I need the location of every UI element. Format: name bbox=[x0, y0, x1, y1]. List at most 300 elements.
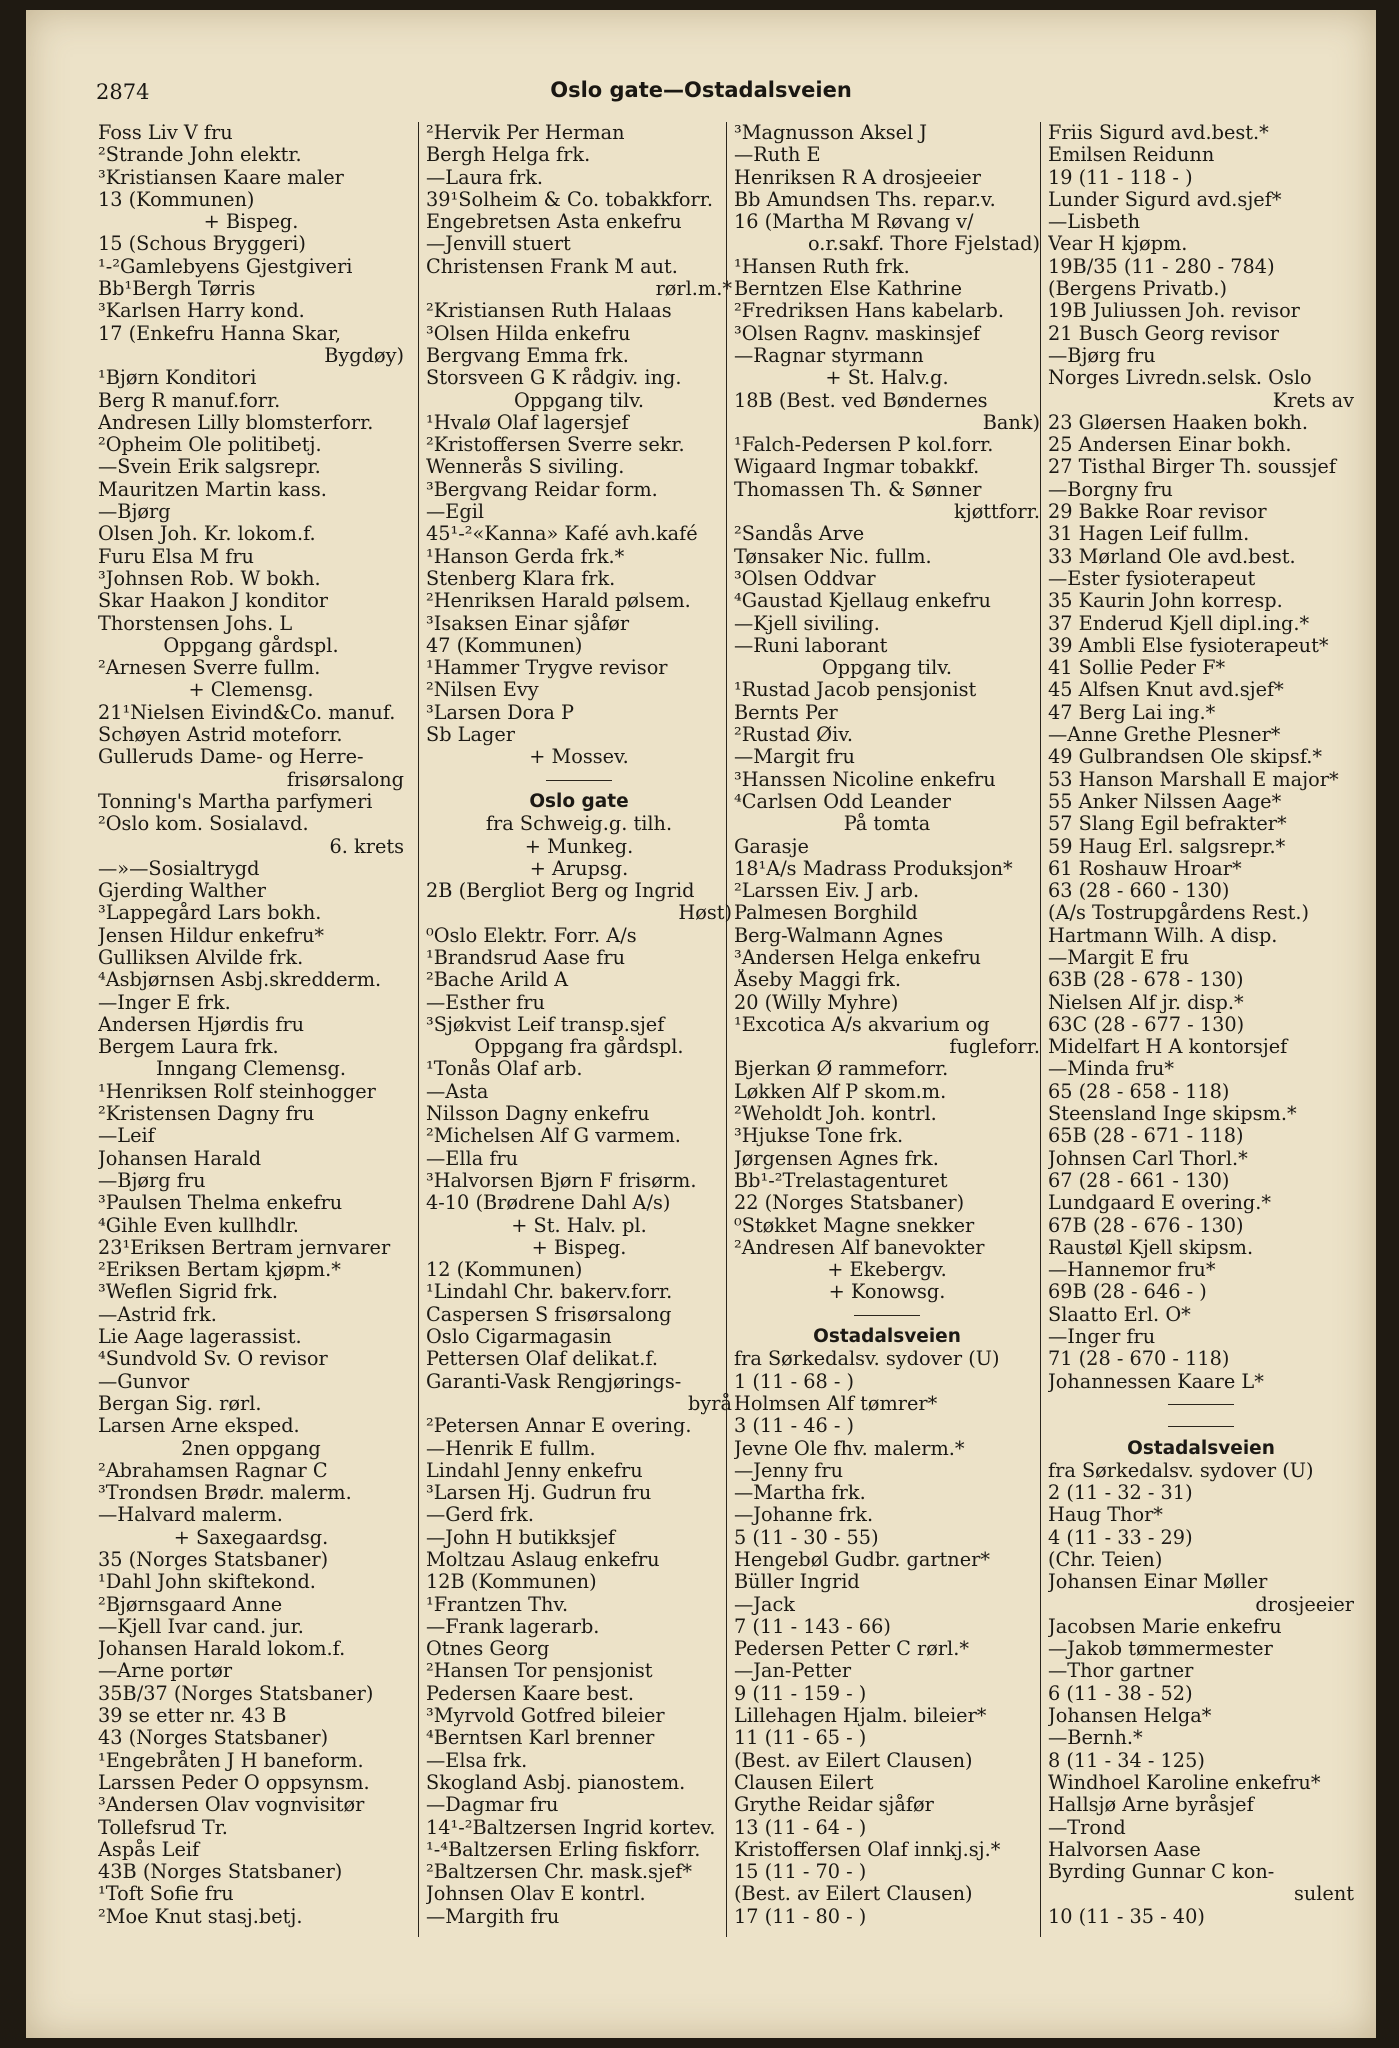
directory-line: 49 Gulbrandsen Ole skipsf.* bbox=[1048, 746, 1323, 769]
directory-line: —Lisbeth bbox=[1048, 211, 1141, 234]
directory-line: Åseby Maggi frk. bbox=[734, 969, 901, 992]
directory-line: —Bjørg fru bbox=[1048, 344, 1156, 367]
directory-line: 3 (11 - 46 - ) bbox=[734, 1415, 855, 1438]
directory-line: Wennerås S siviling. bbox=[426, 456, 625, 479]
directory-line: Høst) bbox=[678, 902, 732, 925]
directory-line: Lillehagen Hjalm. bileier* bbox=[734, 1705, 987, 1728]
directory-line: Henriksen R A drosjeeier bbox=[734, 166, 981, 189]
directory-line: Slaatto Erl. O* bbox=[1048, 1303, 1191, 1326]
directory-line: ³Olsen Ragnv. maskinsjef bbox=[734, 322, 980, 345]
directory-line: 19B Juliussen Joh. revisor bbox=[1048, 300, 1300, 323]
directory-line: Pedersen Petter C rørl.* bbox=[734, 1638, 969, 1661]
directory-line: 5 (11 - 30 - 55) bbox=[734, 1526, 879, 1549]
directory-line: ⁴Berntsen Karl brenner bbox=[426, 1727, 655, 1750]
directory-line: ²Larssen Eiv. J arb. bbox=[734, 880, 920, 903]
directory-line: Bergan Sig. rørl. bbox=[98, 1392, 262, 1415]
directory-line: 15 (Schous Bryggeri) bbox=[98, 233, 306, 256]
directory-line: ³Weflen Sigrid frk. bbox=[98, 1281, 278, 1304]
directory-line: 43 (Norges Statsbaner) bbox=[98, 1727, 329, 1750]
directory-line: Clausen Eilert bbox=[734, 1771, 874, 1794]
directory-line: Vear H kjøpm. bbox=[1048, 233, 1188, 256]
directory-line: Johnsen Carl Thorl.* bbox=[1048, 1147, 1248, 1170]
directory-line: —Thor gartner bbox=[1048, 1660, 1194, 1683]
directory-line: ³Bergvang Reidar form. bbox=[426, 478, 658, 501]
directory-line: 17 (11 - 80 - ) bbox=[734, 1905, 867, 1928]
directory-line: —Bjørg bbox=[98, 501, 171, 524]
directory-line: Engebretsen Asta enkefru bbox=[426, 211, 682, 234]
directory-line: —Laura frk. bbox=[426, 166, 544, 189]
directory-line: Andresen Lilly blomsterforr. bbox=[98, 411, 374, 434]
directory-line: —Jenvill stuert bbox=[426, 233, 571, 256]
directory-line: —Inger fru bbox=[1048, 1326, 1156, 1349]
column-divider bbox=[1040, 122, 1041, 1937]
directory-line: Midelfart H A kontorsjef bbox=[1048, 1036, 1288, 1059]
directory-line: ²Kristensen Dagny fru bbox=[98, 1103, 315, 1126]
directory-line: ³Trondsen Brødr. malerm. bbox=[98, 1482, 352, 1505]
directory-line: 47 Berg Lai ing.* bbox=[1048, 701, 1216, 724]
directory-line: Holmsen Alf tømrer* bbox=[734, 1392, 938, 1415]
directory-line: 37 Enderud Kjell dipl.ing.* bbox=[1048, 612, 1310, 635]
directory-line: ⁰Oslo Elektr. Forr. A/s bbox=[426, 924, 637, 947]
directory-line: ¹-⁴Baltzersen Erling fiskforr. bbox=[426, 1838, 701, 1861]
directory-line: —Ella fru bbox=[426, 1147, 519, 1170]
directory-line: Nielsen Alf jr. disp.* bbox=[1048, 991, 1244, 1014]
directory-line: Lunder Sigurd avd.sjef* bbox=[1048, 188, 1282, 211]
directory-line: Bygdøy) bbox=[324, 344, 404, 367]
directory-line: ²Michelsen Alf G varmem. bbox=[426, 1125, 681, 1148]
directory-line: Nilsson Dagny enkefru bbox=[426, 1103, 650, 1126]
directory-line: + Munkeg. bbox=[524, 835, 634, 858]
directory-line: 22 (Norges Statsbaner) bbox=[734, 1192, 965, 1215]
directory-line: + Bispeg. bbox=[203, 211, 299, 234]
directory-line: 63B (28 - 678 - 130) bbox=[1048, 969, 1244, 992]
directory-line: —Jan-Petter bbox=[734, 1660, 852, 1683]
directory-line: Johansen Harald bbox=[98, 1147, 262, 1170]
section-rule bbox=[734, 1304, 1040, 1326]
directory-line: 33 Mørland Ole avd.best. bbox=[1048, 545, 1296, 568]
directory-line: drosjeeier bbox=[1255, 1593, 1354, 1616]
directory-line: + St. Halv. pl. bbox=[511, 1214, 647, 1237]
directory-line: Jacobsen Marie enkefru bbox=[1048, 1615, 1282, 1638]
section-heading: Oslo gate bbox=[529, 790, 629, 812]
directory-line: ²Kristoffersen Sverre sekr. bbox=[426, 434, 685, 457]
directory-line: ³Karlsen Harry kond. bbox=[98, 300, 305, 323]
directory-line: ³Johnsen Rob. W bokh. bbox=[98, 567, 321, 590]
directory-line: ³Sjøkvist Leif transp.sjef bbox=[426, 1013, 665, 1036]
directory-line: —Asta bbox=[426, 1080, 489, 1103]
directory-line: Garanti-Vask Rengjørings- bbox=[426, 1370, 682, 1393]
directory-line: Bb¹-²Trelastagenturet bbox=[734, 1169, 948, 1192]
directory-line: 45¹-²«Kanna» Kafé avh.kafé bbox=[426, 523, 698, 546]
directory-line: 11 (11 - 65 - ) bbox=[734, 1727, 867, 1750]
column-3 bbox=[734, 122, 1040, 1928]
directory-line: Caspersen S frisørsalong bbox=[426, 1303, 672, 1326]
directory-line: 53 Hanson Marshall E major* bbox=[1048, 768, 1339, 791]
directory-line: 6. krets bbox=[329, 835, 404, 858]
directory-line: —Henrik E fullm. bbox=[426, 1437, 596, 1460]
directory-line: Kristoffersen Olaf innkj.sj.* bbox=[734, 1838, 1001, 1861]
directory-line: ¹Hansen Ruth frk. bbox=[734, 255, 910, 278]
directory-line: 61 Roshauw Hroar* bbox=[1048, 857, 1242, 880]
directory-line: sulent bbox=[1293, 1883, 1354, 1906]
directory-line: ³Hjukse Tone frk. bbox=[734, 1125, 904, 1148]
directory-line: 71 (28 - 670 - 118) bbox=[1048, 1348, 1230, 1371]
directory-line: —Trond bbox=[1048, 1816, 1126, 1839]
directory-line: ²Arnesen Sverre fullm. bbox=[98, 657, 321, 680]
directory-line: 23 Gløersen Haaken bokh. bbox=[1048, 411, 1308, 434]
directory-line: Bjerkan Ø rammeforr. bbox=[734, 1058, 949, 1081]
directory-line: —Halvard malerm. bbox=[98, 1504, 283, 1527]
directory-line: ³Olsen Oddvar bbox=[734, 567, 876, 590]
directory-line: —Runi laborant bbox=[734, 634, 888, 657]
directory-line: ¹Toft Sofie fru bbox=[98, 1883, 234, 1906]
directory-line: 63 (28 - 660 - 130) bbox=[1048, 880, 1230, 903]
directory-line: Schøyen Astrid moteforr. bbox=[98, 724, 343, 747]
directory-line: Thorstensen Johs. L bbox=[98, 612, 293, 635]
directory-line: ²Bache Arild A bbox=[426, 969, 569, 992]
directory-line: —Gerd frk. bbox=[426, 1504, 534, 1527]
directory-line: 41 Sollie Peder F* bbox=[1048, 657, 1226, 680]
directory-line: —Leif bbox=[98, 1125, 155, 1148]
directory-line: ²Petersen Annar E overing. bbox=[426, 1415, 692, 1438]
directory-line: Berg R manuf.forr. bbox=[98, 389, 281, 412]
directory-line: 23¹Eriksen Bertram jernvarer bbox=[98, 1236, 391, 1259]
directory-line: Windhoel Karoline enkefru* bbox=[1048, 1771, 1321, 1794]
directory-line: Johnsen Olav E kontrl. bbox=[426, 1883, 646, 1906]
directory-line: ¹Henriksen Rolf steinhogger bbox=[98, 1080, 376, 1103]
directory-line: ³Magnusson Aksel J bbox=[734, 122, 928, 144]
directory-line: —Martha frk. bbox=[734, 1482, 866, 1505]
section-rule bbox=[1048, 1415, 1354, 1437]
directory-line: ¹Brandsrud Aase fru bbox=[426, 946, 625, 969]
directory-line: ¹Falch-Pedersen P kol.forr. bbox=[734, 434, 994, 457]
directory-line: 29 Bakke Roar revisor bbox=[1048, 501, 1267, 524]
directory-line: 8 (11 - 34 - 125) bbox=[1048, 1749, 1205, 1772]
directory-line: —Margith fru bbox=[426, 1905, 560, 1928]
directory-line: 63C (28 - 677 - 130) bbox=[1048, 1013, 1245, 1036]
directory-line: —Esther fru bbox=[426, 991, 545, 1014]
directory-line: 2 (11 - 32 - 31) bbox=[1048, 1482, 1193, 1505]
directory-line: Bernts Per bbox=[734, 701, 838, 724]
directory-line: ²Henriksen Harald pølsem. bbox=[426, 590, 691, 613]
directory-line: Wigaard Ingmar tobakkf. bbox=[734, 456, 980, 479]
directory-line: —Arne portør bbox=[98, 1660, 233, 1683]
directory-line: Bergem Laura frk. bbox=[98, 1036, 279, 1059]
directory-line: 18B (Best. ved Bøndernes bbox=[734, 389, 988, 412]
directory-line: fra Schweig.g. tilh. bbox=[485, 813, 673, 836]
directory-line: Hallsjø Arne byråsjef bbox=[1048, 1794, 1254, 1817]
directory-line: 39 se etter nr. 43 B bbox=[98, 1705, 287, 1728]
directory-line: ³Larsen Hj. Gudrun fru bbox=[426, 1482, 652, 1505]
directory-line: Garasje bbox=[734, 835, 809, 858]
directory-line: 16 (Martha M Røvang v/ bbox=[734, 211, 974, 234]
directory-line: (Bergens Privatb.) bbox=[1048, 278, 1228, 301]
directory-line: Steensland Inge skipsm.* bbox=[1048, 1103, 1297, 1126]
directory-line: —Ragnar styrmann bbox=[734, 344, 924, 367]
directory-line: 2nen oppgang bbox=[181, 1437, 321, 1460]
directory-line: o.r.sakf. Thore Fjelstad) bbox=[808, 233, 1040, 256]
directory-line: —Kjell siviling. bbox=[734, 612, 880, 635]
directory-line: ³Olsen Hilda enkefru bbox=[426, 322, 631, 345]
directory-line: Moltzau Aslaug enkefru bbox=[426, 1549, 660, 1571]
directory-line: Furu Elsa M fru bbox=[98, 545, 254, 568]
directory-line: 20 (Willy Myhre) bbox=[734, 991, 899, 1014]
directory-line: ³Isaksen Einar sjåfør bbox=[426, 612, 630, 635]
directory-line: fugleforr. bbox=[949, 1036, 1040, 1059]
directory-line: —Inger E frk. bbox=[98, 991, 231, 1014]
directory-line: Gulliksen Alvilde frk. bbox=[98, 946, 304, 969]
directory-line: ¹Hvalø Olaf lagersjef bbox=[426, 411, 629, 434]
directory-line: Bergh Helga frk. bbox=[426, 144, 591, 167]
directory-line: Stenberg Klara frk. bbox=[426, 567, 616, 590]
directory-line: Emilsen Reidunn bbox=[1048, 144, 1215, 167]
directory-line: ²Weholdt Joh. kontrl. bbox=[734, 1103, 937, 1126]
directory-line: 6 (11 - 38 - 52) bbox=[1048, 1682, 1193, 1705]
directory-line: Johansen Harald lokom.f. bbox=[98, 1638, 346, 1661]
column-2 bbox=[426, 122, 732, 1928]
directory-line: 17 (Enkefru Hanna Skar, bbox=[98, 322, 342, 345]
directory-line: ²Oslo kom. Sosialavd. bbox=[98, 813, 309, 836]
column-4 bbox=[1048, 122, 1354, 1928]
directory-line: fra Sørkedalsv. sydover (U) bbox=[1048, 1459, 1314, 1482]
directory-line: ³Andersen Olav vognvisitør bbox=[98, 1794, 365, 1817]
directory-line: 35 (Norges Statsbaner) bbox=[98, 1549, 329, 1571]
directory-line: 57 Slang Egil befrakter* bbox=[1048, 813, 1287, 836]
directory-line: Inngang Clemensg. bbox=[156, 1058, 346, 1081]
directory-line: ²Opheim Ole politibetj. bbox=[98, 434, 322, 457]
directory-line: Oppgang tilv. bbox=[513, 389, 645, 412]
directory-line: ²Bjørnsgaard Anne bbox=[98, 1593, 283, 1616]
directory-line: ²Fredriksen Hans kabelarb. bbox=[734, 300, 1005, 323]
directory-line: Bank) bbox=[982, 411, 1040, 434]
directory-line: + Ekebergv. bbox=[827, 1259, 947, 1282]
directory-line: ²Strande John elektr. bbox=[98, 144, 302, 167]
directory-line: 55 Anker Nilssen Aage* bbox=[1048, 790, 1282, 813]
directory-line: —Egil bbox=[426, 501, 485, 524]
directory-line: Bergvang Emma frk. bbox=[426, 344, 629, 367]
directory-line: 7 (11 - 143 - 66) bbox=[734, 1615, 891, 1638]
directory-line: —Margit fru bbox=[734, 746, 855, 769]
directory-line: Larsen Arne eksped. bbox=[98, 1415, 300, 1438]
section-heading: Ostadalsveien bbox=[813, 1326, 961, 1348]
directory-line: 45 Alfsen Knut avd.sjef* bbox=[1048, 679, 1284, 702]
directory-line: Bb Amundsen Ths. repar.v. bbox=[734, 188, 996, 211]
directory-line: ⁴Carlsen Odd Leander bbox=[734, 790, 951, 813]
directory-line: ²Kristiansen Ruth Halaas bbox=[426, 300, 672, 323]
directory-line: + St. Halv.g. bbox=[825, 367, 949, 390]
directory-line: fra Sørkedalsv. sydover (U) bbox=[734, 1348, 1000, 1371]
directory-line: —Gunvor bbox=[98, 1370, 190, 1393]
directory-line: —Ruth E bbox=[734, 144, 821, 167]
directory-line: 67 (28 - 661 - 130) bbox=[1048, 1169, 1230, 1192]
directory-line: —Jenny fru bbox=[734, 1459, 844, 1482]
directory-line: Jensen Hildur enkefru* bbox=[98, 924, 324, 947]
directory-line: Jevne Ole fhv. malerm.* bbox=[734, 1437, 965, 1460]
directory-line: 13 (Kommunen) bbox=[98, 188, 255, 211]
directory-line: Andersen Hjørdis fru bbox=[98, 1013, 305, 1036]
directory-line: ¹Lindahl Chr. bakerv.forr. bbox=[426, 1281, 673, 1304]
directory-line: 19B/35 (11 - 280 - 784) bbox=[1048, 255, 1275, 278]
directory-line: —Margit E fru bbox=[1048, 946, 1190, 969]
directory-line: Lindahl Jenny enkefru bbox=[426, 1459, 643, 1482]
directory-line: —Elsa frk. bbox=[426, 1749, 528, 1772]
directory-line: 43B (Norges Statsbaner) bbox=[98, 1861, 343, 1884]
directory-line: ¹Frantzen Thv. bbox=[426, 1593, 569, 1616]
directory-line: 65 (28 - 658 - 118) bbox=[1048, 1080, 1230, 1103]
directory-line: Lie Aage lagerassist. bbox=[98, 1326, 302, 1349]
directory-line: —Bernh.* bbox=[1048, 1727, 1143, 1750]
directory-line: 4 (11 - 33 - 29) bbox=[1048, 1526, 1193, 1549]
directory-line: Gulleruds Dame- og Herre- bbox=[98, 746, 364, 769]
directory-line: På tomta bbox=[843, 813, 931, 836]
directory-line: —Anne Grethe Plesner* bbox=[1048, 724, 1281, 747]
directory-line: 1 (11 - 68 - ) bbox=[734, 1370, 855, 1393]
directory-line: (Best. av Eilert Clausen) bbox=[734, 1883, 973, 1906]
directory-line: ³Myrvold Gotfred bileier bbox=[426, 1705, 665, 1728]
directory-line: 65B (28 - 671 - 118) bbox=[1048, 1125, 1244, 1148]
directory-line: Oslo Cigarmagasin bbox=[426, 1326, 612, 1349]
directory-line: 35B/37 (Norges Statsbaner) bbox=[98, 1682, 374, 1705]
directory-line: Pedersen Kaare best. bbox=[426, 1682, 635, 1705]
directory-line: —Hannemor fru* bbox=[1048, 1259, 1216, 1282]
section-heading: Ostadalsveien bbox=[1127, 1437, 1275, 1459]
directory-line: —Ester fysioterapeut bbox=[1048, 567, 1256, 590]
directory-line: ³Paulsen Thelma enkefru bbox=[98, 1192, 343, 1215]
directory-line: —John H butikksjef bbox=[426, 1526, 615, 1549]
directory-line: ¹Excotica A/s akvarium og bbox=[734, 1013, 990, 1036]
directory-line: 27 Tisthal Birger Th. soussjef bbox=[1048, 456, 1336, 479]
directory-line: 14¹-²Baltzersen Ingrid kortev. bbox=[426, 1816, 716, 1839]
directory-line: ³Halvorsen Bjørn F frisørm. bbox=[426, 1169, 697, 1192]
directory-line: ²Rustad Øiv. bbox=[734, 724, 853, 747]
directory-line: Norges Livredn.selsk. Oslo bbox=[1048, 367, 1312, 390]
directory-line: ⁴Gaustad Kjellaug enkefru bbox=[734, 590, 991, 613]
directory-line: ²Baltzersen Chr. mask.sjef* bbox=[426, 1861, 693, 1884]
directory-line: Sb Lager bbox=[426, 724, 515, 747]
directory-line: ²Nilsen Evy bbox=[426, 679, 539, 702]
directory-line: Thomassen Th. & Sønner bbox=[734, 478, 982, 501]
directory-line: 10 (11 - 35 - 40) bbox=[1048, 1905, 1205, 1928]
directory-line: —Johanne frk. bbox=[734, 1504, 874, 1527]
directory-line: Berntzen Else Kathrine bbox=[734, 278, 963, 301]
directory-line: 21¹Nielsen Eivind&Co. manuf. bbox=[98, 701, 396, 724]
section-rule bbox=[1048, 1393, 1354, 1415]
directory-line: —Jack bbox=[734, 1593, 795, 1616]
directory-line: —Bjørg fru bbox=[98, 1169, 206, 1192]
directory-line: Hartmann Wilh. A disp. bbox=[1048, 924, 1278, 947]
directory-line: ⁴Gihle Even kullhdlr. bbox=[98, 1214, 299, 1237]
directory-line: rørl.m.* bbox=[655, 278, 732, 301]
directory-line: Berg-Walmann Agnes bbox=[734, 924, 944, 947]
directory-line: —Borgny fru bbox=[1048, 478, 1173, 501]
directory-line: 4-10 (Brødrene Dahl A/s) bbox=[426, 1192, 671, 1215]
directory-line: Friis Sigurd avd.best.* bbox=[1048, 122, 1269, 144]
section-rule bbox=[426, 769, 732, 791]
directory-line: Gjerding Walther bbox=[98, 880, 267, 903]
directory-line: ¹Bjørn Konditori bbox=[98, 367, 257, 390]
directory-line: Krets av bbox=[1272, 389, 1354, 412]
directory-line: ⁴Sundvold Sv. O revisor bbox=[98, 1348, 328, 1371]
directory-line: 31 Hagen Leif fullm. bbox=[1048, 523, 1250, 546]
directory-line: ³Hanssen Nicoline enkefru bbox=[734, 768, 996, 791]
directory-line: —Dagmar fru bbox=[426, 1794, 559, 1817]
page-number: 2874 bbox=[96, 80, 150, 104]
directory-line: + Arupsg. bbox=[529, 857, 629, 880]
directory-line: 39¹Solheim & Co. tobakkforr. bbox=[426, 188, 713, 211]
directory-line: Haug Thor* bbox=[1048, 1504, 1163, 1527]
directory-line: ³Kristiansen Kaare maler bbox=[98, 166, 344, 189]
directory-line: Büller Ingrid bbox=[734, 1571, 860, 1594]
directory-line: Aspås Leif bbox=[98, 1838, 200, 1861]
directory-line: ²Andresen Alf banevokter bbox=[734, 1236, 985, 1259]
directory-line: Tønsaker Nic. fullm. bbox=[734, 545, 932, 568]
directory-line: 67B (28 - 676 - 130) bbox=[1048, 1214, 1244, 1237]
directory-line: Oppgang gårdspl. bbox=[163, 634, 339, 657]
directory-line: Foss Liv V fru bbox=[98, 122, 233, 144]
directory-line: ¹Rustad Jacob pensjonist bbox=[734, 679, 977, 702]
directory-line: (Chr. Teien) bbox=[1048, 1549, 1163, 1571]
directory-line: ²Sandås Arve bbox=[734, 523, 865, 546]
directory-line: —Jakob tømmermester bbox=[1048, 1638, 1273, 1661]
directory-line: Raustøl Kjell skipsm. bbox=[1048, 1236, 1254, 1259]
directory-line: 13 (11 - 64 - ) bbox=[734, 1816, 867, 1839]
directory-line: ²Hervik Per Herman bbox=[426, 122, 625, 144]
directory-line: + Saxegaardsg. bbox=[173, 1526, 329, 1549]
directory-line: Løkken Alf P skom.m. bbox=[734, 1080, 947, 1103]
directory-line: ¹Dahl John skiftekond. bbox=[98, 1571, 316, 1594]
directory-line: Johansen Helga* bbox=[1048, 1705, 1212, 1728]
directory-line: Byrding Gunnar C kon- bbox=[1048, 1861, 1275, 1884]
directory-line: + Clemensg. bbox=[188, 679, 314, 702]
directory-line: ¹Hammer Trygve revisor bbox=[426, 657, 668, 680]
directory-line: 19 (11 - 118 - ) bbox=[1048, 166, 1193, 189]
column-1 bbox=[98, 122, 404, 1928]
directory-line: ³Lappegård Lars bokh. bbox=[98, 902, 322, 925]
directory-line: 12B (Kommunen) bbox=[426, 1571, 597, 1594]
directory-line: Pettersen Olaf delikat.f. bbox=[426, 1348, 658, 1371]
directory-line: (A/s Tostrupgårdens Rest.) bbox=[1048, 902, 1310, 925]
directory-line: Jørgensen Agnes frk. bbox=[734, 1147, 939, 1170]
directory-line: Otnes Georg bbox=[426, 1638, 550, 1661]
column-divider bbox=[418, 122, 419, 1937]
directory-line: Tollefsrud Tr. bbox=[98, 1816, 228, 1839]
directory-line: —Frank lagerarb. bbox=[426, 1615, 600, 1638]
directory-line: Olsen Joh. Kr. lokom.f. bbox=[98, 523, 316, 546]
directory-line: ³Larsen Dora P bbox=[426, 701, 574, 724]
directory-line: 2B (Bergliot Berg og Ingrid bbox=[426, 880, 695, 903]
directory-line: Skogland Asbj. pianostem. bbox=[426, 1771, 686, 1794]
directory-line: byrå bbox=[688, 1392, 732, 1415]
directory-line: ³Andersen Helga enkefru bbox=[734, 946, 981, 969]
directory-line: Tonning's Martha parfymeri bbox=[98, 790, 373, 813]
directory-line: kjøttforr. bbox=[954, 501, 1040, 524]
directory-line: Storsveen G K rådgiv. ing. bbox=[426, 367, 682, 390]
directory-line: + Konowsg. bbox=[828, 1281, 946, 1304]
directory-line: Hengebøl Gudbr. gartner* bbox=[734, 1549, 990, 1571]
directory-line: 12 (Kommunen) bbox=[426, 1259, 583, 1282]
directory-line: Palmesen Borghild bbox=[734, 902, 918, 925]
directory-page bbox=[26, 10, 1376, 2038]
directory-line: Skar Haakon J konditor bbox=[98, 590, 329, 613]
directory-line: Oppgang fra gårdspl. bbox=[474, 1036, 684, 1059]
directory-line: 35 Kaurin John korresp. bbox=[1048, 590, 1283, 613]
directory-line: + Bispeg. bbox=[531, 1236, 627, 1259]
directory-line: 9 (11 - 159 - ) bbox=[734, 1682, 867, 1705]
directory-line: 21 Busch Georg revisor bbox=[1048, 322, 1280, 345]
directory-line: —Minda fru* bbox=[1048, 1058, 1174, 1081]
directory-line: —»—Sosialtrygd bbox=[98, 857, 260, 880]
directory-line: Christensen Frank M aut. bbox=[426, 255, 678, 278]
